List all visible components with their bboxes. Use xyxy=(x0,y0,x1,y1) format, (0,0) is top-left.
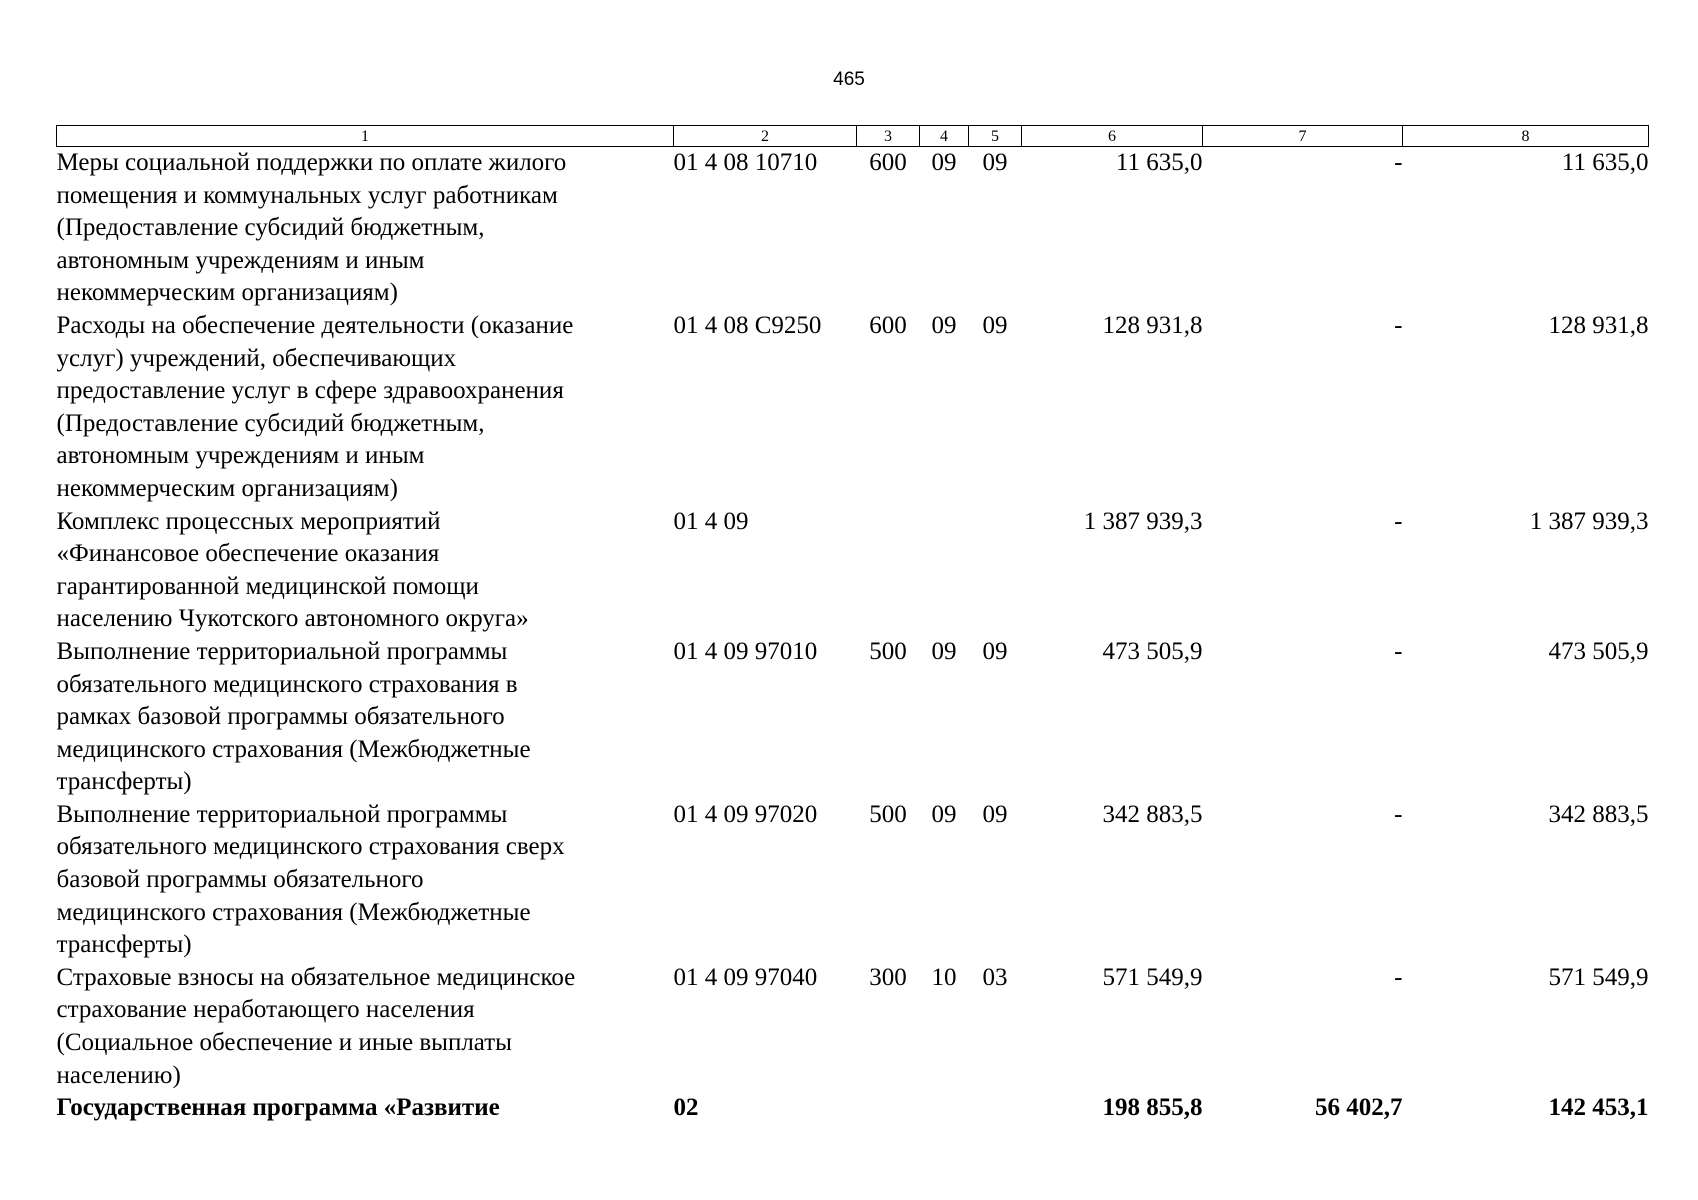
item-name-line: Расходы на обеспечение деятельности (оказание xyxy=(56,311,574,339)
budget-table xyxy=(56,125,1649,1125)
total-amount-cell: 11 635,0 xyxy=(1115,149,1203,176)
item-name-line: автономным учреждениям и иным xyxy=(56,246,425,274)
item-name-cell xyxy=(57,506,674,636)
column-header-7: 7 xyxy=(1203,126,1403,147)
section-cell: 09 xyxy=(931,311,957,339)
column-7-amount-cell: - xyxy=(1394,963,1403,991)
item-name-line: населению) xyxy=(56,1061,181,1089)
item-name-line: Комплекс процессных мероприятий xyxy=(56,507,441,535)
item-name-line: предоставление услуг в сфере здравоохранения xyxy=(56,377,564,405)
code-cell: 01 4 08 С9250 xyxy=(673,311,822,339)
column-7-amount-cell: - xyxy=(1394,311,1403,339)
column-8-amount-cell: 11 635,0 xyxy=(1561,149,1649,176)
column-header-3: 3 xyxy=(857,126,920,147)
total-amount-cell: 128 931,8 xyxy=(1102,311,1203,339)
column-8-amount-cell: 128 931,8 xyxy=(1548,311,1649,339)
section-cell xyxy=(920,506,969,636)
item-name-line: (Социальное обеспечение и иные выплаты xyxy=(56,1029,512,1057)
expense-type-cell xyxy=(857,506,920,636)
column-header-2: 2 xyxy=(674,126,857,147)
code-cell: 01 4 09 xyxy=(673,507,749,535)
column-7-amount-cell: 56 402,7 xyxy=(1315,1094,1403,1122)
item-name-line: трансферты) xyxy=(56,768,192,796)
table-row xyxy=(57,962,1649,1092)
page-number: 465 xyxy=(833,69,865,90)
item-name-line: Государственная программа «Развитие xyxy=(56,1094,500,1122)
table-row xyxy=(57,1092,1649,1125)
subsection-cell: 09 xyxy=(982,800,1008,828)
code-cell: 01 4 08 10710 xyxy=(673,149,818,176)
item-name-line: Выполнение территориальной программы xyxy=(56,637,508,665)
table-row xyxy=(57,147,1649,310)
expense-type-cell: 500 xyxy=(869,637,907,665)
code-cell: 01 4 09 97020 xyxy=(673,800,818,828)
item-name-line: населению Чукотского автономного округа» xyxy=(56,605,529,633)
column-number-row xyxy=(57,126,1649,147)
table-row xyxy=(57,506,1649,636)
item-name-line: страхование неработающего населения xyxy=(56,996,475,1024)
item-name-line: некоммерческим организациям) xyxy=(56,279,398,307)
item-name-cell xyxy=(57,147,674,310)
item-name-line: гарантированной медицинской помощи xyxy=(56,572,479,600)
column-header-6: 6 xyxy=(1022,126,1203,147)
item-name-line: помещения и коммунальных услуг работникам xyxy=(56,181,558,209)
subsection-cell: 09 xyxy=(982,637,1008,665)
total-amount-cell: 198 855,8 xyxy=(1102,1094,1203,1122)
column-7-amount-cell: - xyxy=(1394,637,1403,665)
column-8-amount-cell: 1 387 939,3 xyxy=(1529,507,1649,535)
section-cell xyxy=(920,1092,969,1125)
column-8-amount-cell: 473 505,9 xyxy=(1548,637,1649,665)
item-name-line: Выполнение территориальной программы xyxy=(56,800,508,828)
total-amount-cell: 1 387 939,3 xyxy=(1083,507,1203,535)
table-row xyxy=(57,310,1649,506)
item-name-line: (Предоставление субсидий бюджетным, xyxy=(56,214,485,242)
section-cell: 10 xyxy=(931,963,957,991)
item-name-cell xyxy=(57,799,674,962)
item-name-line: Страховые взносы на обязательное медицинское xyxy=(56,963,576,991)
item-name-line: рамках базовой программы обязательного xyxy=(56,703,505,731)
column-8-amount-cell: 571 549,9 xyxy=(1548,963,1649,991)
expense-type-cell: 500 xyxy=(869,800,907,828)
column-header-5: 5 xyxy=(969,126,1022,147)
item-name-line: медицинского страхования (Межбюджетные xyxy=(56,735,531,763)
subsection-cell: 09 xyxy=(982,149,1008,176)
item-name-line: услуг) учреждений, обеспечивающих xyxy=(56,344,457,372)
item-name-cell xyxy=(57,962,674,1092)
expense-type-cell: 600 xyxy=(869,149,907,176)
section-cell: 09 xyxy=(931,800,957,828)
item-name-cell xyxy=(57,310,674,506)
item-name-cell xyxy=(57,636,674,799)
column-7-amount-cell: - xyxy=(1394,149,1403,176)
column-8-amount-cell: 342 883,5 xyxy=(1548,800,1649,828)
subsection-cell xyxy=(969,506,1022,636)
code-cell: 01 4 09 97040 xyxy=(673,963,818,991)
item-name-line: медицинского страхования (Межбюджетные xyxy=(56,898,531,926)
subsection-cell xyxy=(969,1092,1022,1125)
item-name-line: Меры социальной поддержки по оплате жилого xyxy=(56,149,567,176)
column-7-amount-cell: - xyxy=(1394,507,1403,535)
table-row xyxy=(57,636,1649,799)
table-header xyxy=(57,126,1649,147)
item-name-line: обязательного медицинского страхования сверх xyxy=(56,833,565,861)
item-name-line: трансферты) xyxy=(56,931,192,959)
item-name-line: «Финансовое обеспечение оказания xyxy=(56,540,440,568)
table-row xyxy=(57,799,1649,962)
item-name-line: обязательного медицинского страхования в xyxy=(56,670,518,698)
column-header-4: 4 xyxy=(920,126,969,147)
code-cell: 01 4 09 97010 xyxy=(673,637,818,665)
item-name-line: автономным учреждениям и иным xyxy=(56,442,425,470)
column-7-amount-cell: - xyxy=(1394,800,1403,828)
subsection-cell: 03 xyxy=(982,963,1008,991)
item-name-line: некоммерческим организациям) xyxy=(56,474,398,502)
section-cell: 09 xyxy=(931,149,957,176)
subsection-cell: 09 xyxy=(982,311,1008,339)
code-cell: 02 xyxy=(673,1094,699,1122)
column-header-1: 1 xyxy=(57,126,674,147)
column-header-8: 8 xyxy=(1403,126,1649,147)
section-cell: 09 xyxy=(931,637,957,665)
total-amount-cell: 473 505,9 xyxy=(1102,637,1203,665)
item-name-cell xyxy=(57,1092,674,1125)
total-amount-cell: 342 883,5 xyxy=(1102,800,1203,828)
table-body xyxy=(57,147,1649,1125)
item-name-line: (Предоставление субсидий бюджетным, xyxy=(56,409,485,437)
item-name-line: базовой программы обязательного xyxy=(56,866,424,894)
expense-type-cell: 300 xyxy=(869,963,907,991)
expense-type-cell xyxy=(857,1092,920,1125)
expense-type-cell: 600 xyxy=(869,311,907,339)
column-8-amount-cell: 142 453,1 xyxy=(1548,1094,1649,1122)
total-amount-cell: 571 549,9 xyxy=(1102,963,1203,991)
